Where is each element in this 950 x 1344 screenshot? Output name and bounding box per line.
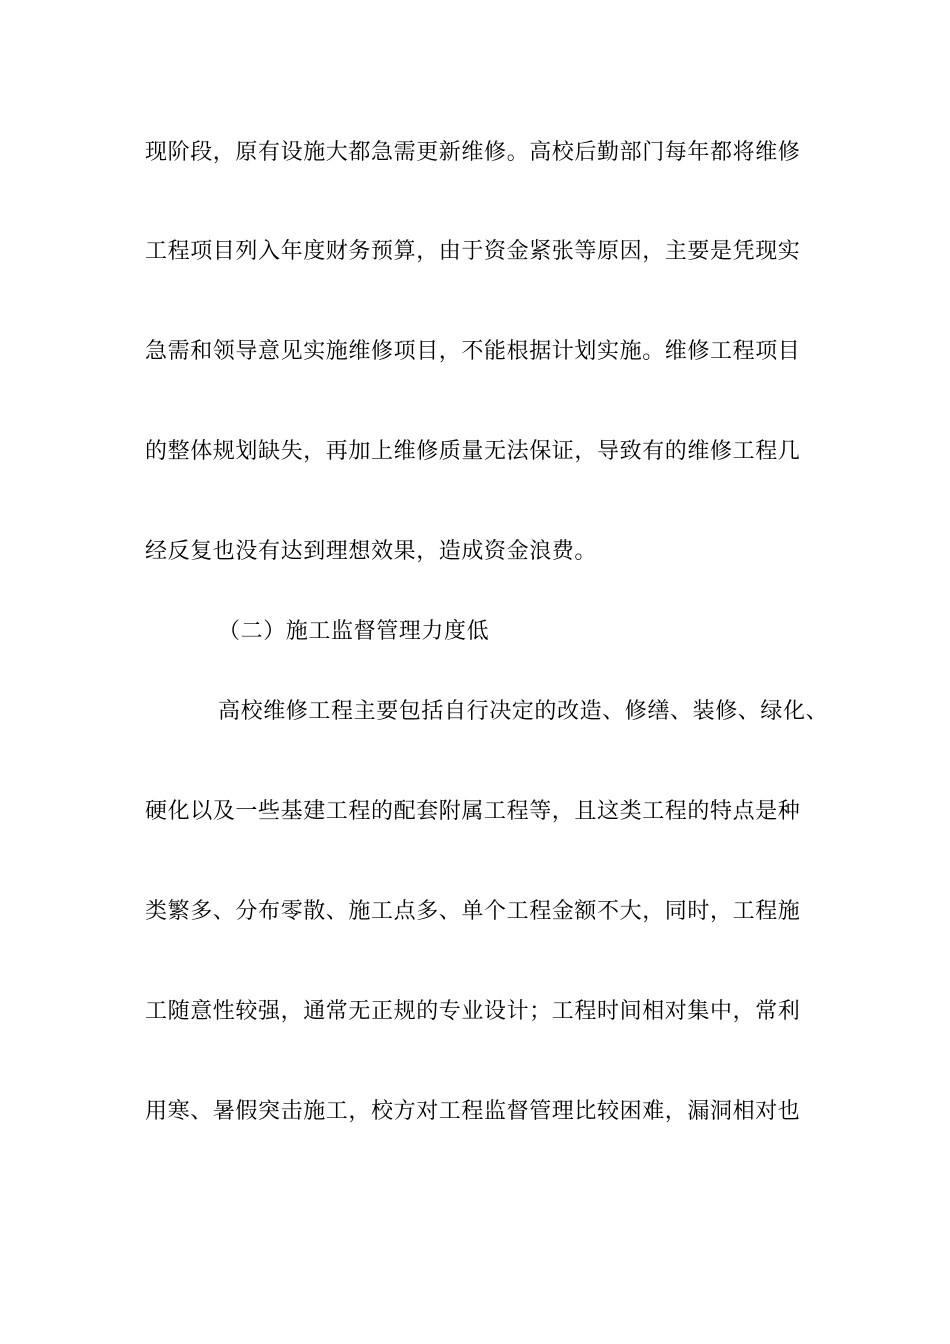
- paragraph-line: 硬化以及一些基建工程的配套附属工程等，且这类工程的特点是种: [145, 799, 801, 824]
- paragraph-line: 的整体规划缺失，再加上维修质量无法保证，导致有的维修工程几: [145, 439, 801, 464]
- paragraph-line: 急需和领导意见实施维修项目，不能根据计划实施。维修工程项目: [145, 339, 801, 364]
- paragraph-line: 工随意性较强，通常无正规的专业设计；工程时间相对集中，常利: [145, 999, 801, 1024]
- paragraph-line: 经反复也没有达到理想效果，造成资金浪费。: [145, 539, 598, 564]
- paragraph-line: 工程项目列入年度财务预算，由于资金紧张等原因，主要是凭现实: [145, 239, 801, 264]
- paragraph-line: 现阶段，原有设施大都急需更新维修。高校后勤部门每年都将维修: [145, 140, 801, 165]
- paragraph-line: 高校维修工程主要包括自行决定的改造、修缮、装修、绿化、: [218, 699, 829, 724]
- paragraph-line: 用寒、暑假突击施工，校方对工程监督管理比较困难，漏洞相对也: [145, 1099, 801, 1124]
- section-heading: （二）施工监督管理力度低: [218, 619, 490, 644]
- paragraph-line: 类繁多、分布零散、施工点多、单个工程金额不大，同时，工程施: [145, 899, 801, 924]
